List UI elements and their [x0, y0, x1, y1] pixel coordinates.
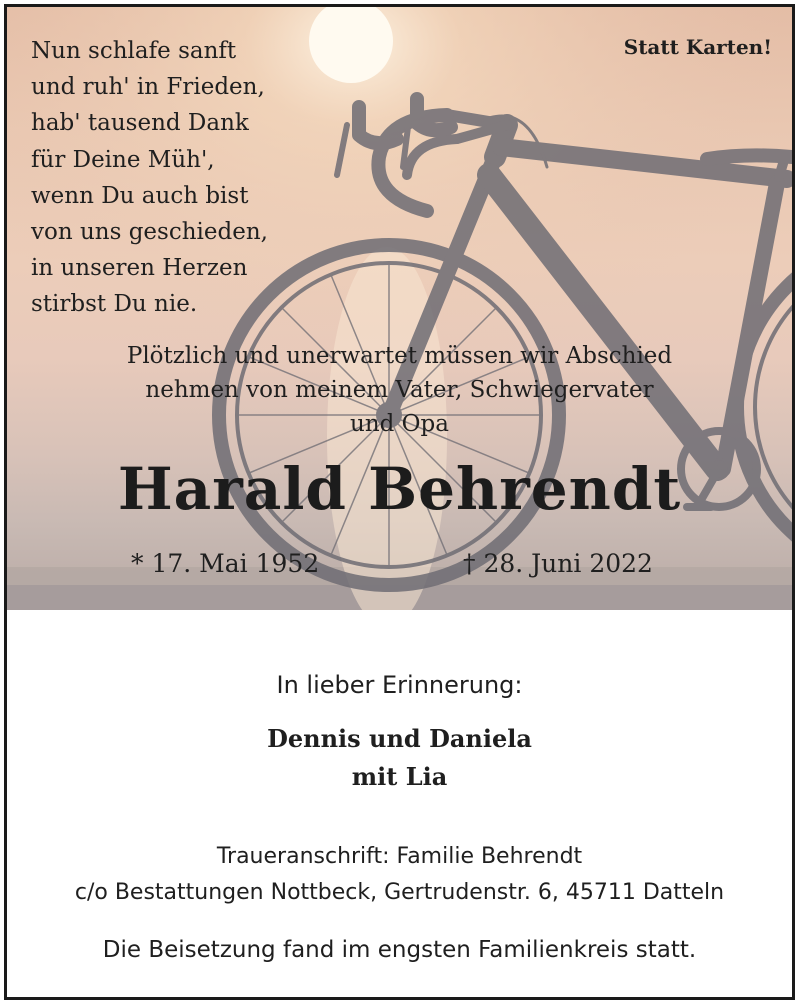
- poem-line: wenn Du auch bist: [31, 182, 249, 209]
- memory-heading: In lieber Erinnerung:: [276, 671, 523, 699]
- obituary-card: [4, 4, 795, 1000]
- poem-line: für Deine Müh',: [31, 146, 215, 173]
- announcement-line: und Opa: [350, 411, 449, 437]
- announcement-line: nehmen von meinem Vater, Schwiegervater: [145, 377, 654, 403]
- birth-date: * 17. Mai 1952: [131, 549, 320, 578]
- deceased-name: Harald Behrendt: [117, 455, 682, 523]
- mourners: [7, 720, 792, 796]
- mourning-address: [7, 839, 792, 911]
- announcement-line: Plötzlich und unerwartet müssen wir Abschied: [126, 343, 673, 369]
- statt-karten-label: Statt Karten!: [623, 35, 772, 59]
- death-date: † 28. Juni 2022: [463, 549, 653, 578]
- mourner-line: mit Lia: [351, 762, 448, 791]
- poem-line: stirbst Du nie.: [31, 291, 198, 318]
- poem-line: von uns geschieden,: [31, 219, 268, 246]
- poem-line: Nun schlafe sanft: [31, 38, 237, 64]
- poem-line: und ruh' in Frieden,: [31, 74, 265, 101]
- background-photo: [7, 7, 792, 610]
- poem-line: in unseren Herzen: [31, 255, 248, 282]
- poem: [31, 33, 268, 323]
- poem-line: hab' tausend Dank: [31, 110, 249, 137]
- mourner-line: Dennis und Daniela: [267, 724, 532, 753]
- burial-note: Die Beisetzung fand im engsten Familienkreis statt.: [102, 937, 697, 963]
- announcement-text: [7, 339, 792, 441]
- address-line: Traueranschrift: Familie Behrendt: [216, 844, 583, 869]
- address-line: c/o Bestattungen Nottbeck, Gertrudenstr. 6, 45711 Datteln: [74, 880, 725, 905]
